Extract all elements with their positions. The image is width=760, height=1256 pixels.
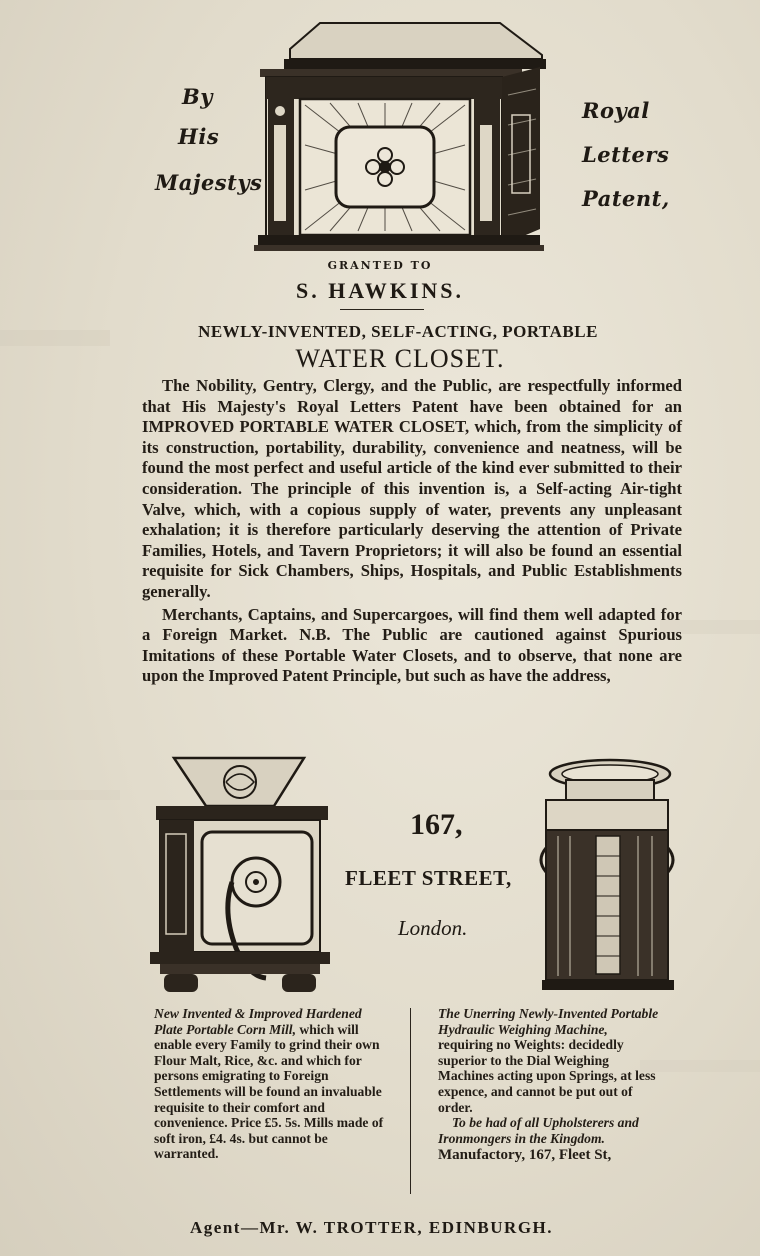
agent-line: Agent—Mr. W. TROTTER, EDINBURGH.	[190, 1218, 554, 1237]
body-paragraph-1: The Nobility, Gentry, Clergy, and the Public, are respectfully informed that His Majesty's Royal Letters Patent have been obtained for an IMPROVED PORTABLE WATER CLOSET, which, from the simplicity of its construction, portability, durability, convenience and neatness, will be found the most perfect and useful article of the kind ever submitted to their consideration. The principle of this invention is, a Self-acting Air-tight Valve, which, with a copious supply of water, prevents any unpleasant exhalation; it is therefore particularly deserving the attention of Private Families, Hotels, and Tavern Proprietors; it will also be found an essential requisite for Sick Chambers, Ships, Hospitals, and Public Establishments generally.	[142, 376, 682, 601]
weighing-machine-availability: To be had of all Upholsterers and Ironmongers in the Kingdom.	[438, 1115, 639, 1146]
motto-right-1: Royal	[582, 98, 650, 123]
body-text	[142, 376, 682, 687]
weighing-machine-text: requiring no Weights: decidedly superior to the Dial Weighing Machines acting upon Springs, at less expence, and cannot be put out of order.	[438, 1037, 656, 1115]
patentee-name: S. HAWKINS.	[295, 278, 465, 303]
weighing-machine-title: The Unerring Newly-Invented Portable Hydraulic Weighing Machine,	[438, 1006, 659, 1037]
address-number: 167,	[410, 808, 463, 841]
weighing-machine-engraving	[538, 756, 678, 994]
motto-left-3: Majestys	[155, 170, 263, 195]
product-title: WATER CLOSET.	[295, 344, 505, 373]
motto-left-1: By	[182, 84, 213, 109]
weighing-machine-manufactory: Manufactory, 167, Fleet St,	[438, 1147, 612, 1164]
motto-right-3: Patent,	[582, 186, 670, 211]
motto-left-2: His	[178, 124, 220, 149]
address-street: FLEET STREET,	[345, 866, 512, 890]
weighing-machine-description	[438, 1006, 666, 1164]
corn-mill-title: New Invented & Improved Hardened Plate Portable Corn Mill,	[154, 1006, 362, 1037]
body-paragraph-2: Merchants, Captains, and Supercargoes, will find them well adapted for a Foreign Market. N.B. The Public are cautioned against Spurious Imitations of these Portable Water Closets, and to observe, that none are upon the Improved Patent Principle, but such as have the address,	[142, 604, 682, 686]
column-separator	[410, 1008, 411, 1194]
headline: NEWLY-INVENTED, SELF-ACTING, PORTABLE	[198, 322, 598, 341]
address-city: London.	[398, 916, 468, 940]
water-closet-engraving	[250, 15, 570, 255]
corn-mill-description	[154, 1006, 384, 1162]
granted-to-label: GRANTED TO	[327, 259, 433, 272]
title-rule	[340, 309, 424, 310]
motto-right-2: Letters	[582, 142, 670, 167]
corn-mill-text: which will enable every Family to grind their own Flour Malt, Rice, &c. and which for persons emigrating to Foreign Settlements will be found an invaluable requisite to their comfort and convenience. Price £5. 5s. Mills made of soft iron, £4. 4s. but cannot be warranted.	[154, 1021, 384, 1162]
corn-mill-engraving	[140, 752, 340, 1000]
